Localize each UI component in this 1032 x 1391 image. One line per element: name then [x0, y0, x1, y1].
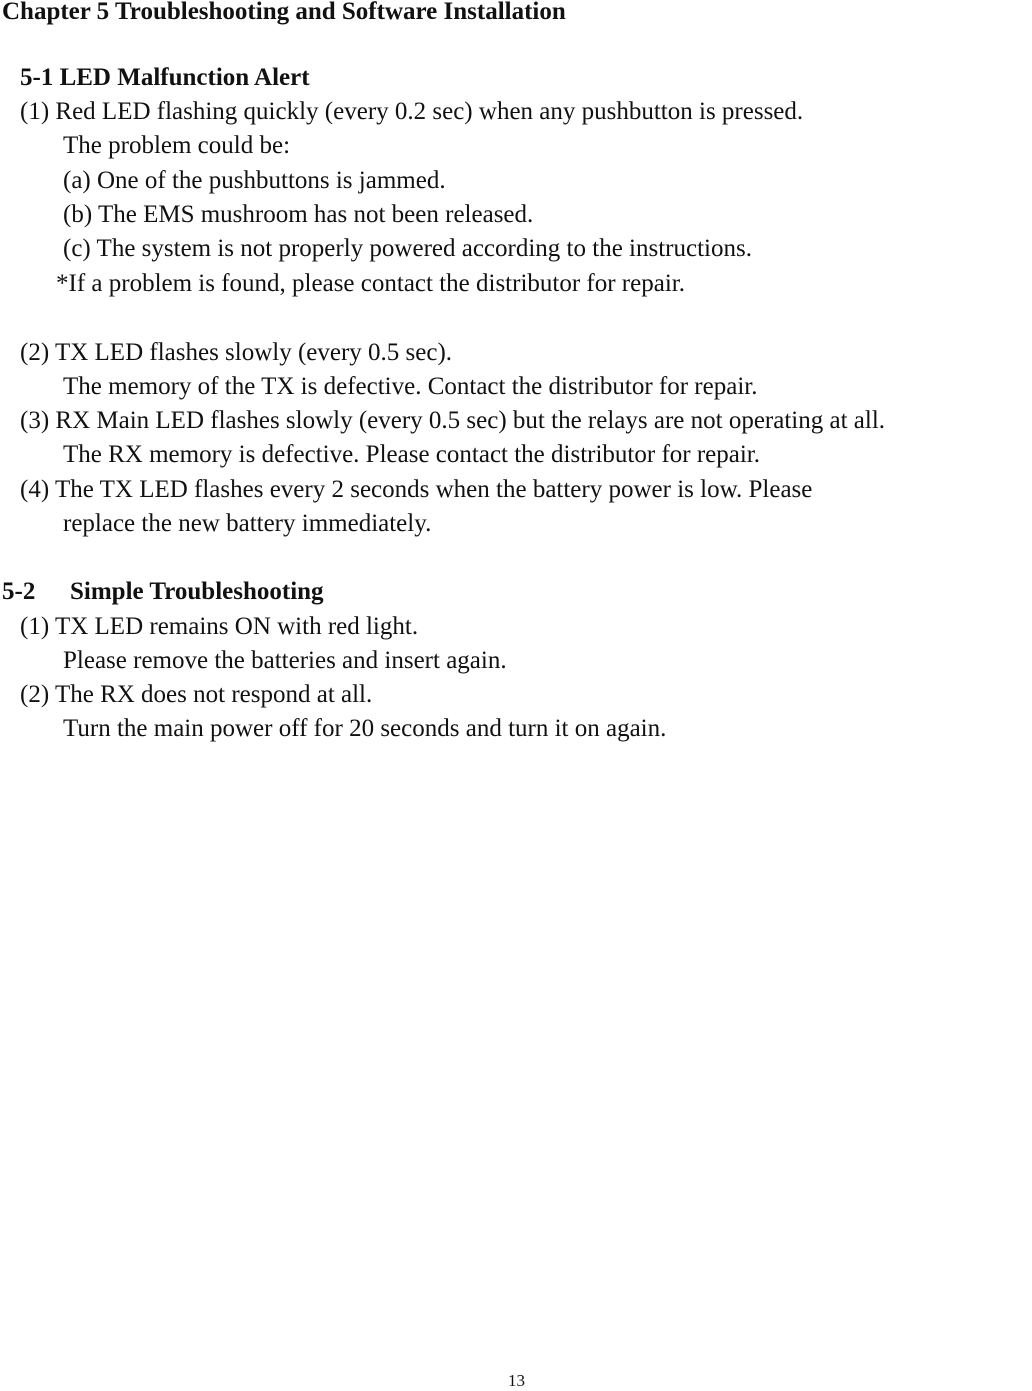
page-number: 13	[508, 1371, 525, 1390]
section-5-2-heading-text: Simple Troubleshooting	[70, 578, 324, 605]
section-5-1-item-4-title: (4) The TX LED flashes every 2 seconds when the battery power is low. Please	[20, 476, 813, 503]
chapter-title: Chapter 5 Troubleshooting and Software Installation	[2, 0, 566, 25]
section-5-1-item-1-intro: The problem could be:	[63, 132, 291, 159]
section-5-1-item-2-title: (2) TX LED flashes slowly (every 0.5 sec).	[20, 339, 453, 366]
section-5-2-heading-number: 5-2	[2, 578, 36, 605]
section-5-2-item-2-detail: Turn the main power off for 20 seconds and turn it on again.	[63, 715, 667, 742]
section-5-1-item-1-cause-b: (b) The EMS mushroom has not been released.	[63, 201, 534, 228]
section-5-2-item-1-detail: Please remove the batteries and insert again.	[63, 647, 507, 674]
section-5-1-item-1-note: *If a problem is found, please contact the distributor for repair.	[56, 270, 685, 297]
section-5-1-item-1-title: (1) Red LED flashing quickly (every 0.2 sec) when any pushbutton is pressed.	[20, 98, 804, 125]
section-5-1-item-3-detail: The RX memory is defective. Please contact the distributor for repair.	[63, 441, 760, 468]
section-5-1-item-1-cause-c: (c) The system is not properly powered according to the instructions.	[63, 235, 752, 262]
section-5-1-item-1-cause-a: (a) One of the pushbuttons is jammed.	[63, 167, 446, 194]
section-5-1-item-4-detail: replace the new battery immediately.	[63, 510, 432, 537]
section-5-2-item-2-title: (2) The RX does not respond at all.	[20, 681, 373, 708]
section-5-1-heading: 5-1 LED Malfunction Alert	[20, 64, 310, 91]
section-5-1-item-3-title: (3) RX Main LED flashes slowly (every 0.5 sec) but the relays are not operating at all.	[20, 407, 886, 434]
section-5-1-item-2-detail: The memory of the TX is defective. Contact the distributor for repair.	[63, 373, 758, 400]
section-5-2-item-1-title: (1) TX LED remains ON with red light.	[20, 613, 419, 640]
